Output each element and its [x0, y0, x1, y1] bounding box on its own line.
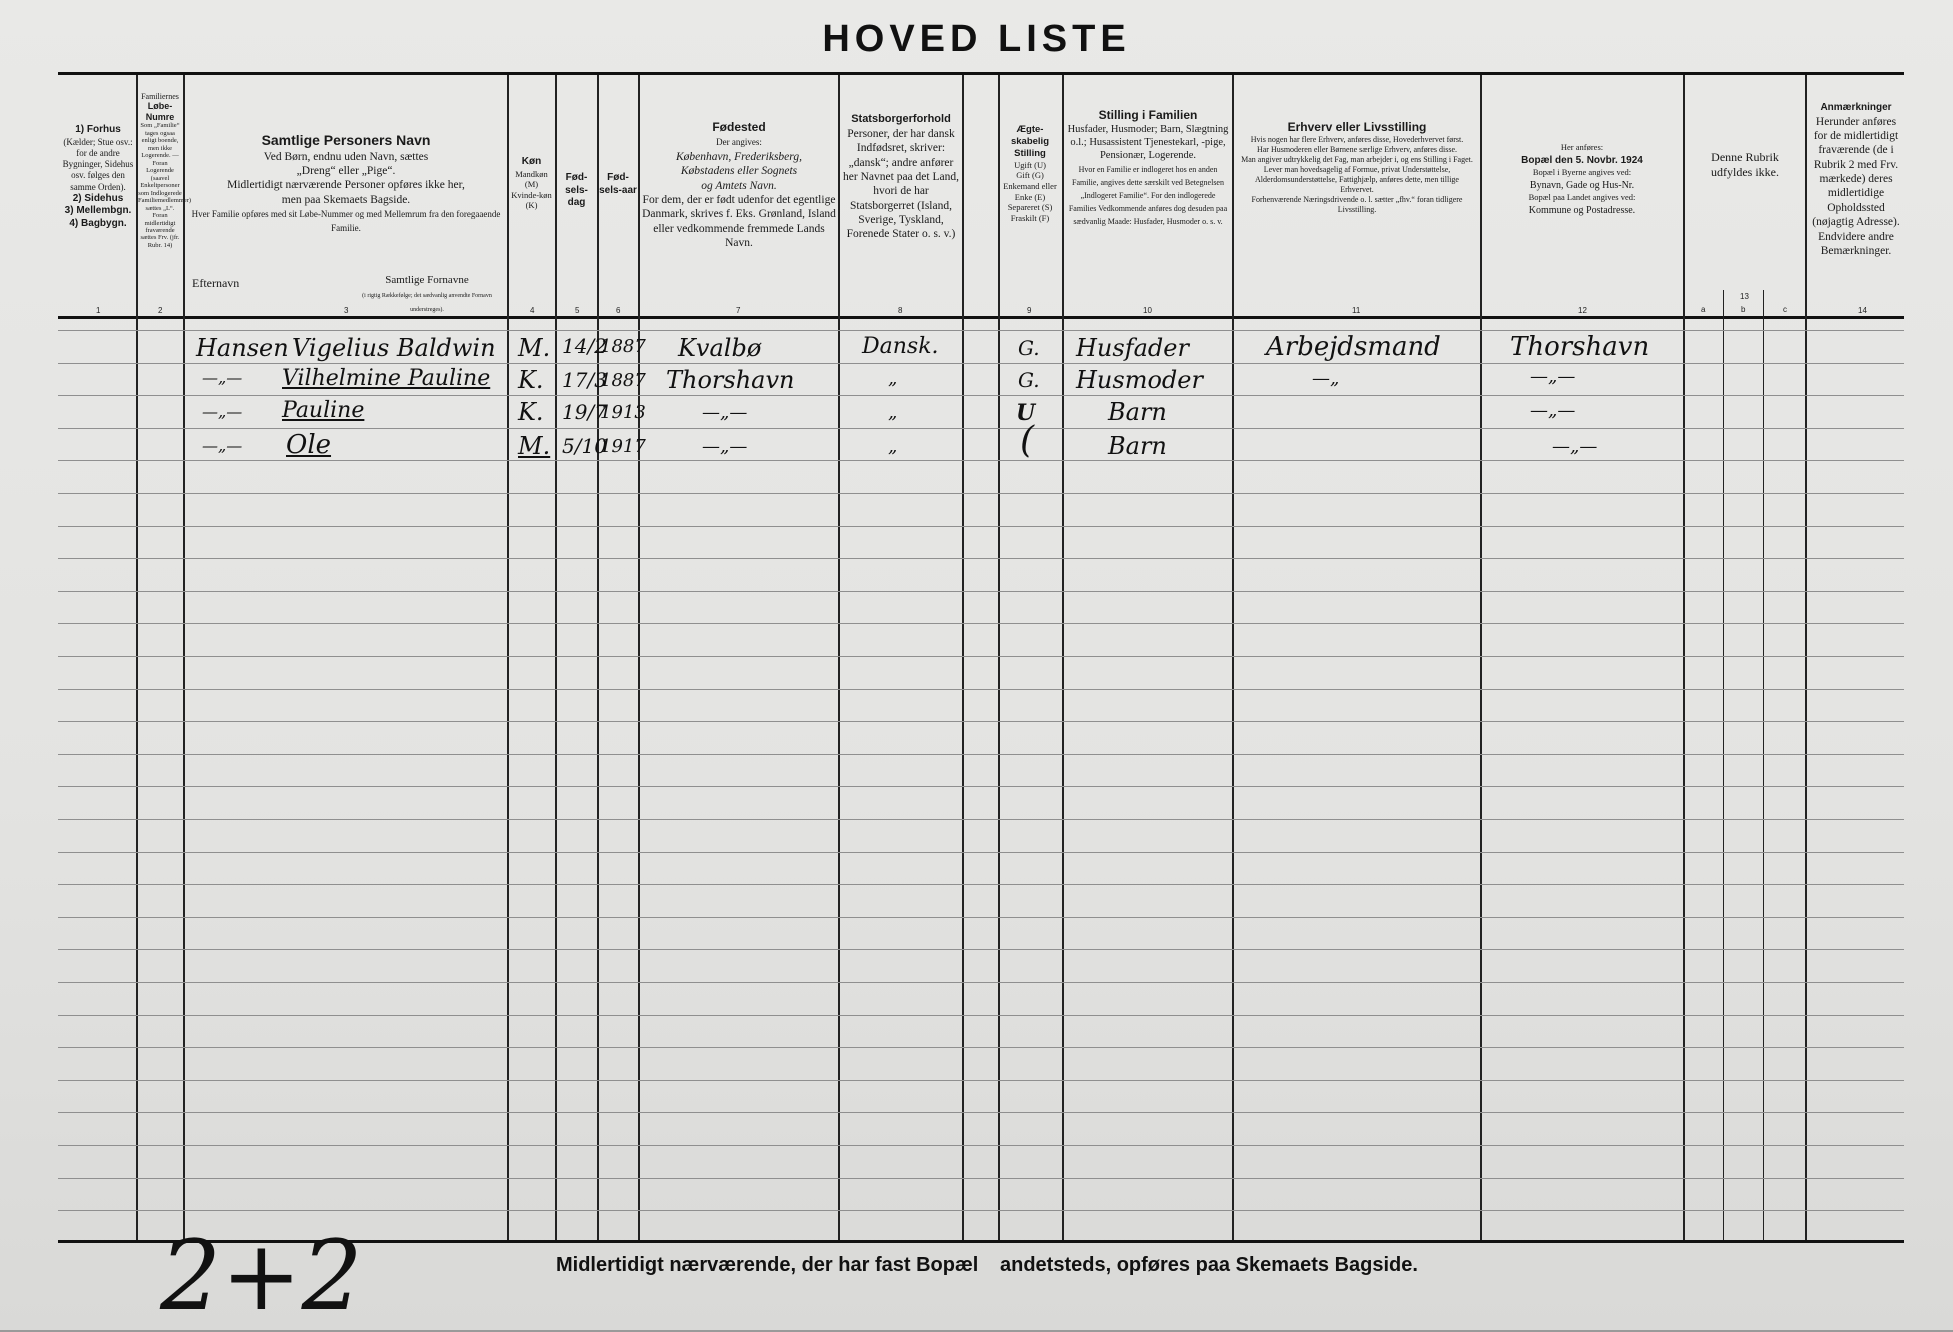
entry-marital: (: [1020, 420, 1035, 461]
entry-citizenship: Dansk.: [862, 334, 939, 359]
header-text: Mandkøn (M): [515, 168, 548, 190]
header-text: Stilling: [1014, 147, 1046, 159]
ruled-line: [58, 1047, 1904, 1048]
column-divider: [507, 75, 509, 1240]
header-text: 4) Bagbygn.: [69, 217, 127, 229]
entry-birth-year: 1887: [600, 336, 646, 357]
column-number: 1: [96, 306, 101, 315]
entry-role: Barn: [1108, 398, 1167, 426]
header-text: Gift (G): [1016, 170, 1044, 181]
entry-citizenship: „: [888, 368, 898, 389]
column-number: 11: [1352, 306, 1361, 315]
header-text: men paa Skemaets Bagside.: [281, 193, 411, 206]
entry-marital: U: [1016, 400, 1036, 426]
footer-note-right: andetsteds, opføres paa Skemaets Bagside.: [1000, 1254, 1418, 1276]
header-text: Husfader, Husmoder; Barn, Slægtning o.l.; Husassistent Tjenestekarl, -pige, Pensionær, Logerende.: [1067, 124, 1229, 162]
header-text: Købstadens eller Sognets: [680, 165, 798, 178]
entry-citizenship: „: [888, 402, 898, 423]
column-divider: [838, 75, 840, 1240]
header-surname: Efternavn: [192, 276, 240, 290]
header-text: Midlertidigt nærværende Personer opføres ikke her,: [227, 179, 465, 192]
entry-surname: Hansen: [196, 334, 289, 362]
entry-sex: M.: [518, 334, 551, 362]
ruled-line: [58, 526, 1904, 527]
column-number: 10: [1143, 306, 1152, 315]
entry-birthplace: —„—: [702, 402, 748, 423]
header-text: 1) Forhus: [75, 124, 121, 135]
header-col-1: [62, 124, 134, 230]
ruled-line: [58, 1080, 1904, 1081]
header-text: (i rigtig Rækkefølge; det sædvanlig anvendte Fornavn understreges).: [362, 292, 492, 313]
ruled-line: [58, 656, 1904, 657]
header-text: Kommune og Postadresse.: [1528, 204, 1636, 216]
column-number: 13: [1740, 292, 1749, 301]
column-number: 7: [736, 306, 741, 315]
ruled-line: [58, 949, 1904, 950]
column-number: 8: [898, 306, 903, 315]
entry-occupation: Arbejdsmand: [1266, 332, 1441, 362]
ruled-line: [58, 623, 1904, 624]
header-text: 2) Sidehus: [72, 192, 124, 204]
col-13-sub-b: b: [1741, 305, 1746, 314]
entry-birth-day: 5/10: [562, 434, 607, 458]
header-text: Bopæl paa Landet angives ved:: [1528, 192, 1636, 202]
ruled-line: [58, 330, 1904, 331]
ruled-line: [58, 1178, 1904, 1179]
entry-sex: M.: [518, 432, 551, 460]
page-title: HOVED LISTE: [822, 18, 1131, 60]
column-divider: [136, 75, 138, 1240]
header-text: „Dreng“ eller „Pige“.: [296, 164, 396, 177]
header-title: Stilling i Familien: [1098, 108, 1198, 122]
header-col-13: [1700, 150, 1790, 180]
header-col-14: [1810, 100, 1902, 258]
entry-birthplace: Thorshavn: [666, 366, 795, 394]
entry-given: Ole: [286, 430, 332, 460]
header-text: Der angives:: [716, 137, 762, 148]
entry-surname: —„—: [202, 436, 243, 455]
header-col-2: [138, 92, 192, 249]
entry-surname: —„—: [202, 402, 243, 421]
entry-surname: —„—: [202, 368, 243, 387]
header-text: Fød-sels-aar: [599, 172, 637, 196]
header-given-names: [348, 274, 506, 315]
header-col-4: [509, 156, 554, 211]
header-col-6: [599, 172, 637, 197]
header-col-5: [557, 172, 596, 210]
header-text: Herunder anføres for de midlertidigt fraværende (de i Rubrik 2 med Frv. mærkede) deres midlertidige Opholdssted (nøjagtig Adresse). Endvidere andre Bemærkninger.: [1812, 115, 1900, 257]
ruled-line: [58, 819, 1904, 820]
header-text: Bopæl den 5. Novbr. 1924: [1521, 154, 1643, 166]
ruled-line: [58, 982, 1904, 983]
footer-note-left: Midlertidigt nærværende, der har fast Bopæl: [556, 1254, 979, 1276]
header-text: Enkemand eller Enke (E): [1003, 180, 1057, 202]
entry-birth-year: 1917: [600, 436, 646, 457]
entry-birth-year: 1887: [600, 370, 646, 391]
header-text: Man angiver udtrykkelig det Fag, man arbejder i, og ens Stilling i Faget.: [1241, 155, 1473, 164]
header-text: Kvinde-køn (K): [511, 189, 552, 211]
column-divider: [597, 75, 599, 1240]
column-divider: [1683, 75, 1685, 1240]
entry-residence: —„—: [1530, 366, 1576, 387]
column-divider: [1805, 75, 1807, 1240]
header-title: Samtlige Personers Navn: [261, 132, 431, 148]
ruled-line: [58, 428, 1904, 429]
header-title: Anmærkninger: [1820, 102, 1892, 113]
header-text: Lever man hovedsagelig af Formue, privat Understøttelse, Alderdomsunderstøttelse, Fattighjælp, anføres dette, men tillige Erhvervet.: [1255, 165, 1459, 194]
entry-given: Vigelius Baldwin: [292, 334, 496, 362]
entry-sex: K.: [518, 398, 544, 426]
ruled-line: [58, 1015, 1904, 1016]
header-col-8: [842, 112, 960, 242]
column-divider: [183, 75, 185, 1240]
ruled-line: [58, 1210, 1904, 1211]
entry-birth-day: 19/7: [562, 400, 607, 424]
column-number: 9: [1027, 306, 1032, 315]
entry-role: Husfader: [1076, 334, 1189, 362]
ruled-line: [58, 591, 1904, 592]
column-number: 6: [616, 306, 621, 315]
entry-occupation: —„: [1312, 368, 1340, 389]
column-number: 2: [158, 306, 163, 315]
ruled-line: [58, 689, 1904, 690]
entry-birth-day: 17/3: [562, 368, 607, 392]
col-13-sub-c: c: [1783, 305, 1787, 314]
column-divider: [998, 75, 1000, 1240]
entry-given: Pauline: [282, 398, 365, 423]
entry-role: Barn: [1108, 432, 1167, 460]
ruled-line: [58, 395, 1904, 396]
entry-residence: —„—: [1530, 400, 1576, 421]
header-text: 3) Mellembgn.: [64, 205, 132, 217]
ruled-line: [58, 917, 1904, 918]
header-text: Personer, der har dansk Indfødsret, skriver: „dansk“; andre anfører her Navnet paa det Land, hvori de har Statsborgerret (Island, Sverige, Tyskland, Forenede Stater o. s. v.): [843, 127, 959, 241]
header-title: Fødested: [712, 120, 766, 134]
entry-marital: G.: [1018, 368, 1040, 392]
column-divider: [1480, 75, 1482, 1240]
header-text: København, Frederiksberg,: [676, 150, 802, 163]
header-text: Hvor en Familie er indlogeret hos en anden Familie, angives dette særskilt ved Betegnelsen „Indlogeret Familie“. For den indlogerede Families Vedkommende anføres dog desuden paa sædvanlig Maade: Husfader, Husmoder o. s. v.: [1068, 164, 1228, 226]
ruled-line: [58, 460, 1904, 461]
entry-birthplace: Kvalbø: [678, 334, 762, 362]
header-col-11: [1238, 120, 1476, 215]
header-text: Familiernes: [141, 92, 179, 101]
column-number: 4: [530, 306, 535, 315]
ruled-line: [58, 884, 1904, 885]
ruled-line: [58, 363, 1904, 364]
column-divider: [1062, 75, 1064, 1240]
column-number: 14: [1858, 306, 1867, 315]
header-text: Bopæl i Byerne angives ved:: [1532, 167, 1632, 177]
ruled-line: [58, 1145, 1904, 1146]
header-col-3: [188, 132, 504, 236]
entry-citizenship: „: [888, 436, 898, 457]
header-text: Køn: [521, 156, 542, 167]
header-text: Fraskilt (F): [1010, 212, 1050, 223]
entry-marital: G.: [1018, 336, 1040, 360]
ruled-line: [58, 721, 1904, 722]
ruled-line: [58, 1112, 1904, 1113]
header-text: Bynavn, Gade og Hus-Nr.: [1529, 179, 1635, 191]
ruled-line: [58, 754, 1904, 755]
ruled-line: [58, 493, 1904, 494]
ruled-line: [58, 786, 1904, 787]
entry-birth-day: 14/2: [562, 334, 607, 358]
header-text: Ugift (U): [1014, 159, 1046, 170]
top-rule: [58, 72, 1904, 75]
entry-role: Husmoder: [1076, 366, 1203, 394]
header-text: (Kælder; Stue osv.: for de andre Bygninger, Sidehus osv. følges den samme Orden).: [62, 136, 134, 192]
entry-residence: —„—: [1552, 436, 1598, 457]
entry-sex: K.: [518, 366, 544, 394]
column-divider: [555, 75, 557, 1240]
column-divider: [1723, 290, 1724, 1240]
column-number: 5: [575, 306, 580, 315]
header-title: Erhverv eller Livsstilling: [1287, 120, 1427, 134]
header-text: Ved Børn, endnu uden Navn, sættes: [263, 150, 429, 163]
header-col-9: [1000, 124, 1060, 223]
header-text: For dem, der er født udenfor det egentlige Danmark, skrives f. Eks. Grønland, Island eller vedkommende fremmede Lands Navn.: [642, 193, 836, 249]
header-text: Her anføres:: [1560, 142, 1604, 152]
header-title: Statsborgerforhold: [851, 113, 951, 125]
header-text: Hver Familie opføres med sit Løbe-Nummer og med Mellemrum fra den foregaaende Familie.: [191, 209, 501, 234]
header-bottom-rule: [58, 316, 1904, 319]
handwritten-tally: 2+2: [160, 1220, 363, 1332]
header-col-10: [1066, 108, 1230, 228]
header-col-7: [642, 120, 836, 250]
header-text: Samtlige Fornavne: [385, 274, 469, 286]
column-divider: [1232, 75, 1234, 1240]
header-text: Denne Rubrik udfyldes ikke.: [1711, 150, 1779, 179]
header-text: og Amtets Navn.: [701, 179, 777, 192]
column-divider: [1763, 290, 1764, 1240]
column-number: 12: [1578, 306, 1587, 315]
col-13-sub-a: a: [1701, 305, 1706, 314]
header-text: Løbe-Numre: [145, 101, 175, 122]
entry-given: Vilhelmine Pauline: [282, 366, 491, 391]
header-text: Har Husmoderen eller Børnene særlige Erhverv, anføres disse.: [1256, 145, 1458, 154]
header-text: Fød-sels-dag: [565, 172, 588, 208]
column-number: 3: [344, 306, 349, 315]
header-col-12: [1484, 142, 1680, 217]
header-text: Ægte-skabelig: [1010, 124, 1050, 147]
header-text: Hvis nogen har flere Erhverv, anføres disse, Hovederhvervet først.: [1250, 135, 1464, 144]
column-divider: [962, 75, 964, 1240]
column-divider: [638, 75, 640, 1240]
ruled-line: [58, 852, 1904, 853]
header-text: Som „Familie“ tages ogsaa enligt boende, men ikke Logerende. — Foran Logerende (saavel Enkeltpersoner som Indlogerede Familiemedlemmer) sættes „L“. Foran midlertidigt fraværende sættes Frv. (jfr. Rubr. 14): [138, 122, 192, 249]
entry-birthplace: —„—: [702, 436, 748, 457]
ruled-line: [58, 558, 1904, 559]
header-text: Forhenværende Næringsdrivende o. l. sætter „fhv.“ foran tidligere Livsstilling.: [1251, 195, 1463, 214]
entry-birth-year: 1913: [600, 402, 646, 423]
entry-residence: Thorshavn: [1510, 332, 1650, 362]
header-text: Separeret (S): [1007, 202, 1053, 213]
